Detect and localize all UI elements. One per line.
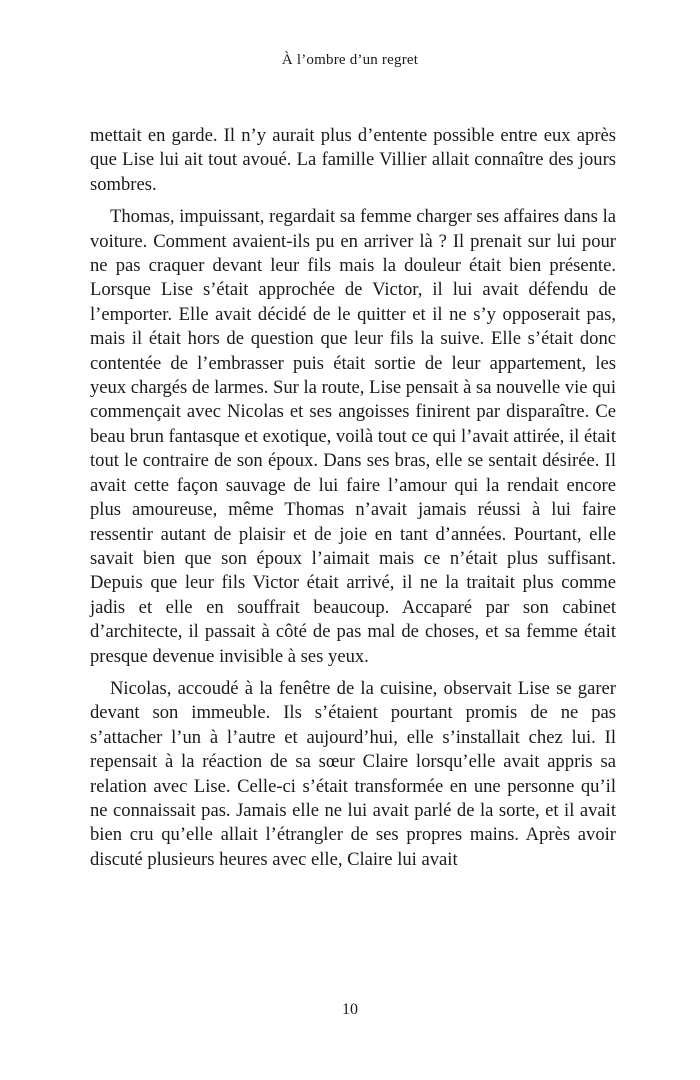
page-number: 10 (342, 1001, 358, 1018)
paragraph-thomas: Thomas, impuissant, regardait sa femme charger ses affaires dans la voiture. Comment avaient-ils pu en arriver là ? Il prenait sur lui pour ne pas craquer devant leur fils mais la douleur était bien présente. Lorsque Lise s’était approchée de Victor, il lui avait défendu de l’emporter. Elle avait décidé de le quitter et il ne s’y opposerait pas, mais il était hors de question que leur fils la suive. Elle s’était donc contentée de l’embrasser puis était sortie de leur appartement, les yeux chargés de larmes. Sur la route, Lise pensait à sa nouvelle vie qui commençait avec Nicolas et ses angoisses finirent par disparaître. Ce beau brun fantasque et exotique, voilà tout ce qui l’avait attirée, il était tout le contraire de son époux. Dans ses bras, elle se sentait désirée. Il avait cette façon sauvage de lui faire l’amour qui la rendait encore plus amoureuse, même Thomas n’avait jamais réussi à lui faire ressentir autant de plaisir et de joie en tant d’années. Pourtant, elle savait bien que son époux l’aimait mais ce n’était plus suffisant. Depuis que leur fils Victor était arrivé, il ne la traitait plus comme jadis et elle en souffrait beaucoup. Accaparé par son cabinet d’architecte, il passait à côté de pas mal de choses, et sa femme était presque devenue invisible à ses yeux. (90, 206, 616, 667)
body-text (90, 124, 616, 880)
paragraph-continuation: mettait en garde. Il n’y aurait plus d’entente possible entre eux après que Lise lui ait tout avoué. La famille Villier allait connaître des jours sombres. (90, 125, 616, 195)
running-header-title: À l’ombre d’un regret (281, 52, 419, 68)
paragraph-nicolas: Nicolas, accoudé à la fenêtre de la cuisine, observait Lise se garer devant son immeuble. Ils s’étaient pourtant promis de ne pas s’attacher l’un à l’autre et aujourd’hui, elle s’installait chez lui. Il repensait à la réaction de sa sœur Claire lorsqu’elle avait appris sa relation avec Lise. Celle-ci s’était transformée en une personne qu’il ne connaissait pas. Jamais elle ne lui avait parlé de la sorte, et il avait bien cru qu’elle allait l’étrangler de ses propres mains. Après avoir discuté plusieurs heures avec elle, Claire lui avait (90, 677, 616, 870)
